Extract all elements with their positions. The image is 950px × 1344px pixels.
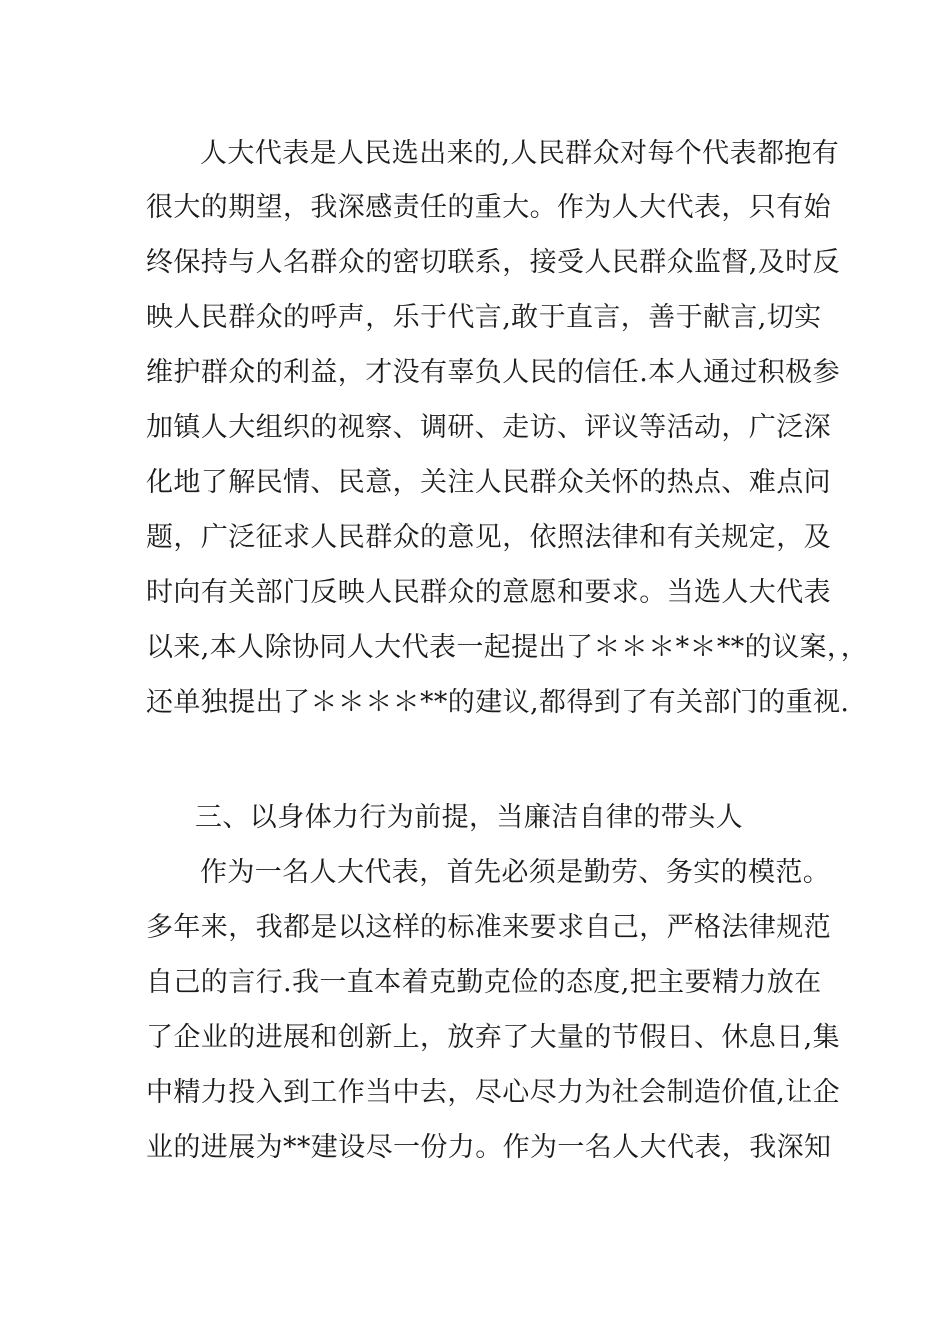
paragraph-1-line-10: 以来,本人除协同人大代表一起提出了＊＊＊*＊**的议案，， bbox=[146, 632, 869, 663]
paragraph-1-line-4: 映人民群众的呼声，乐于代言,敢于直言，善于献言,切实 bbox=[146, 302, 822, 333]
paragraph-2-line-4: 了企业的进展和创新上，放弃了大量的节假日、休息日,集 bbox=[146, 1022, 840, 1053]
section-heading: 三、以身体力行为前提，当廉洁自律的带头人 bbox=[195, 802, 743, 833]
paragraph-2-line-1: 作为一名人大代表，首先必须是勤劳、务实的模范。 bbox=[200, 857, 831, 888]
paragraph-1-line-5: 维护群众的利益，才没有辜负人民的信任.本人通过积极参 bbox=[146, 357, 840, 388]
paragraph-1-line-7: 化地了解民情、民意，关注人民群众关怀的热点、难点问 bbox=[146, 467, 831, 498]
paragraph-1-line-11: 还单独提出了＊＊＊＊**的建议,都得到了有关部门的重视. bbox=[146, 687, 850, 718]
paragraph-1-line-3: 终保持与人名群众的密切联系，接受人民群众监督,及时反 bbox=[146, 247, 840, 278]
paragraph-2-line-5: 中精力投入到工作当中去，尽心尽力为社会制造价值,让企 bbox=[146, 1077, 840, 1108]
paragraph-1-line-2: 很大的期望，我深感责任的重大。作为人大代表，只有始 bbox=[146, 192, 831, 223]
paragraph-2-line-2: 多年来，我都是以这样的标准来要求自己，严格法律规范 bbox=[146, 912, 831, 943]
paragraph-1-line-8: 题，广泛征求人民群众的意见，依照法律和有关规定，及 bbox=[146, 522, 831, 553]
paragraph-1-line-1: 人大代表是人民选出来的,人民群众对每个代表都抱有 bbox=[200, 138, 840, 169]
paragraph-2-line-3: 自己的言行.我一直本着克勤克俭的态度,把主要精力放在 bbox=[146, 967, 822, 998]
paragraph-1-line-6: 加镇人大组织的视察、调研、走访、评议等活动，广泛深 bbox=[146, 412, 831, 443]
paragraph-1-line-9: 时向有关部门反映人民群众的意愿和要求。当选人大代表 bbox=[146, 577, 831, 608]
paragraph-2-line-6: 业的进展为**建设尽一份力。作为一名人大代表，我深知 bbox=[146, 1132, 832, 1163]
